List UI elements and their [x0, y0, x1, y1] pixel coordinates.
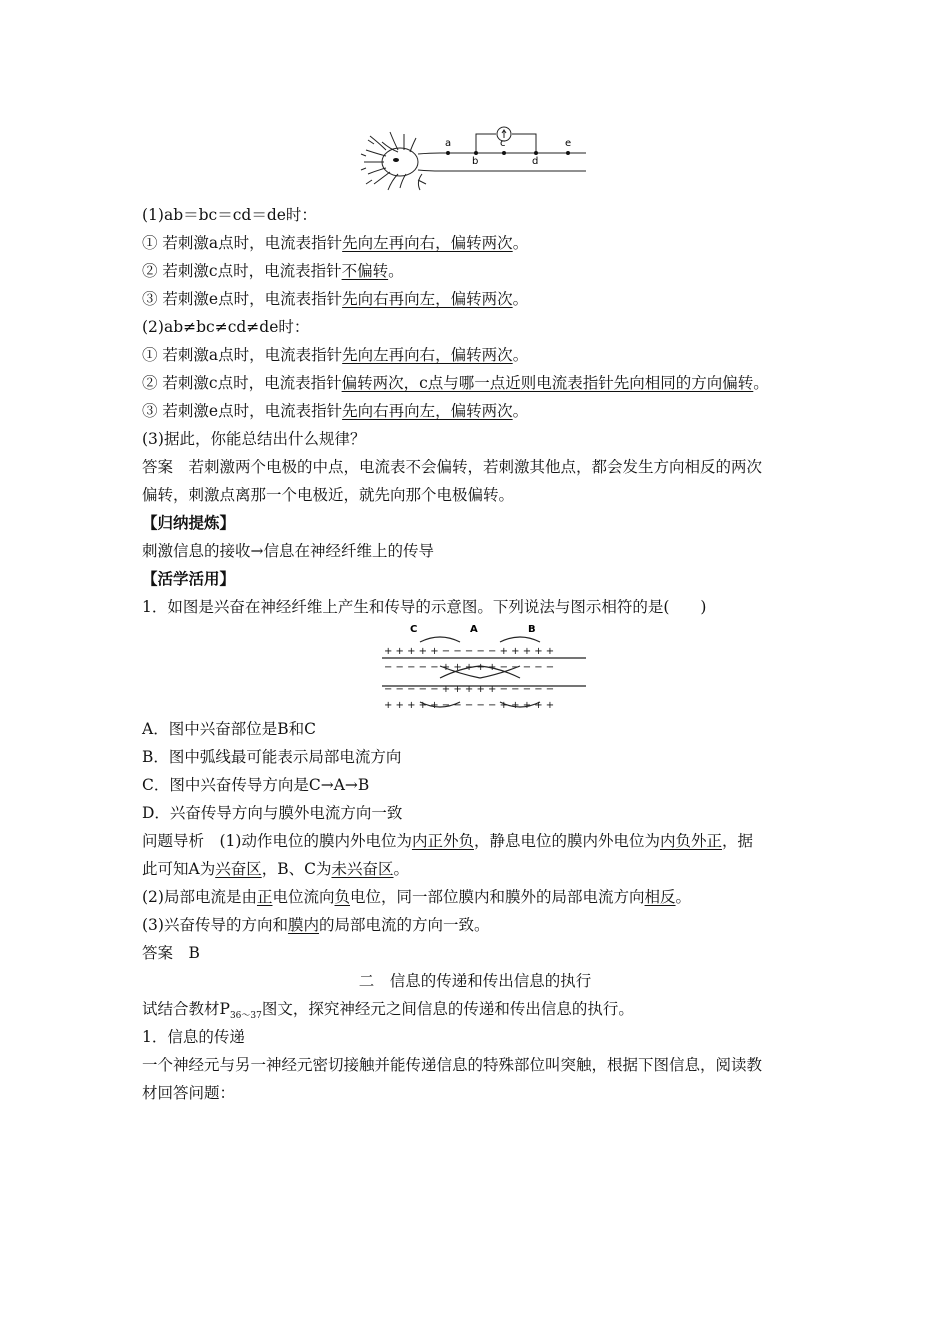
case1-item2: ② 若刺激c点时，电流表指针不偏转。 — [142, 262, 404, 280]
case2-heading: (2)ab≠bc≠cd≠de时： — [142, 318, 310, 336]
point-b-label: b — [472, 156, 479, 167]
section2-subheading: 1．信息的传递 — [142, 1028, 245, 1046]
label-B: B — [528, 624, 536, 635]
practice-question: 1．如图是兴奋在神经纤维上产生和传导的示意图。下列说法与图示相符的是( ) — [142, 598, 707, 616]
case2-item2: ② 若刺激c点时，电流表指针偏转两次，c点与哪一点近则电流表指针先向相同的方向偏转。 — [142, 374, 769, 392]
label-A: A — [470, 624, 478, 635]
point-e-label: e — [565, 138, 572, 149]
practice-title: 【活学活用】 — [142, 569, 236, 588]
outer-bottom-charges: + + + + + − − − − − + + + + + — [384, 700, 555, 710]
case1-item3: ③ 若刺激e点时，电流表指针先向右再向左，偏转两次。 — [142, 290, 529, 308]
option-d: D．兴奋传导方向与膜外电流方向一致 — [142, 804, 403, 822]
nerve-fiber-figure — [380, 620, 590, 710]
guide-line-3: (2)局部电流是由正电位流向负电位，同一部位膜内和膜外的局部电流方向相反。 — [142, 888, 692, 906]
guide-line-2: 此可知A为兴奋区，B、C为未兴奋区。 — [142, 860, 410, 878]
question-3: (3)据此，你能总结出什么规律？ — [142, 430, 366, 448]
option-a: A．图中兴奋部位是B和C — [142, 720, 316, 738]
option-b: B．图中弧线最可能表示局部电流方向 — [142, 748, 402, 766]
answer-line-1: 答案 若刺激两个电极的中点，电流表不会偏转，若刺激其他点，都会发生方向相反的两次 — [142, 458, 763, 476]
point-a-label: a — [445, 138, 452, 149]
neuron-galvanometer-figure — [360, 124, 590, 196]
case1-heading: (1)ab＝bc＝cd＝de时： — [142, 206, 317, 224]
label-C: C — [410, 624, 418, 635]
section2-heading: 二 信息的传递和传出信息的执行 — [358, 972, 592, 990]
point-d-label: d — [532, 156, 539, 167]
inner-top-charges: − − − − − + + + + + − − − − − — [384, 662, 555, 673]
guide-line-4: (3)兴奋传导的方向和膜内的局部电流的方向一致。 — [142, 916, 490, 934]
summary-title: 【归纳提炼】 — [142, 513, 236, 532]
inner-bottom-charges: − − − − − + + + + + − − − − − — [384, 684, 555, 695]
point-c-label: c — [500, 138, 506, 149]
guide-line-1: 问题导析 (1)动作电位的膜内外电位为内正外负，静息电位的膜内外电位为内负外正，据 — [142, 832, 754, 850]
section2-para-line2: 材回答问题： — [142, 1084, 236, 1102]
summary-text: 刺激信息的接收→信息在神经纤维上的传导 — [142, 542, 434, 560]
case2-item3: ③ 若刺激e点时，电流表指针先向右再向左，偏转两次。 — [142, 402, 529, 420]
section2-intro: 试结合教材$P_{36\sim 37}$图文，探究神经元之间信息的传递和传出信息的执行。 — [142, 1000, 634, 1022]
case2-item1: ① 若刺激a点时，电流表指针先向左再向右，偏转两次。 — [142, 346, 529, 364]
option-c: C．图中兴奋传导方向是C→A→B — [142, 776, 370, 794]
answer-line-2: 偏转，刺激点离那一个电极近，就先向那个电极偏转。 — [142, 486, 515, 504]
practice-answer: 答案 B — [142, 944, 200, 962]
case1-item1: ① 若刺激a点时，电流表指针先向左再向右，偏转两次。 — [142, 234, 529, 252]
section2-para-line1: 一个神经元与另一神经元密切接触并能传递信息的特殊部位叫突触，根据下图信息，阅读教 — [142, 1056, 763, 1074]
outer-top-charges: + + + + + − − − − − + + + + + — [384, 646, 555, 657]
